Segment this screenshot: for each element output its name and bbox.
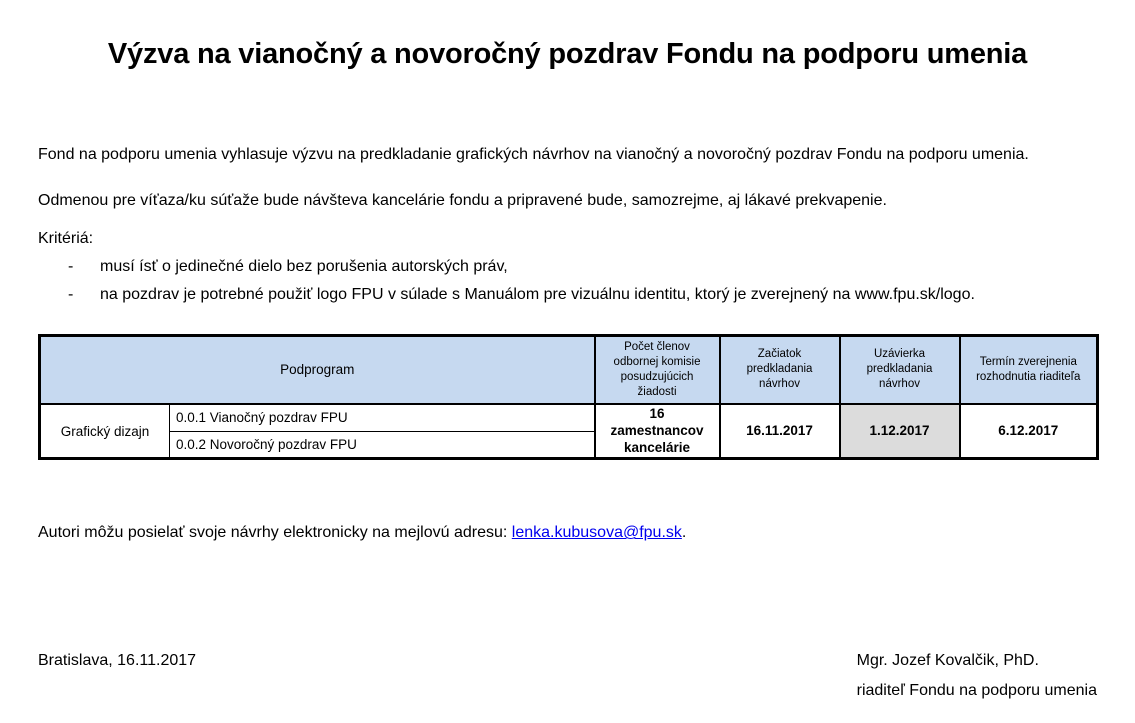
header-committee: Počet členov odbornej komisie posudzujúcich žiadosti <box>595 336 720 404</box>
reward-paragraph: Odmenou pre víťaza/ku súťaže bude návšteva kancelárie fondu a pripravené bude, samozrejme, aj lákavé prekvapenie. <box>38 192 887 209</box>
table-header-row <box>40 336 1098 404</box>
bullet-dash: - <box>68 258 74 275</box>
cell-category: Grafický dizajn <box>40 404 170 459</box>
criteria-item <box>38 256 1097 278</box>
contact-text: Autori môžu posielať svoje návrhy elektronicky na mejlovú adresu: <box>38 524 512 542</box>
cell-announcement-date: 6.12.2017 <box>960 404 1098 459</box>
footer <box>38 646 1097 706</box>
criteria-list <box>38 256 1097 306</box>
criteria-item-text: na pozdrav je potrebné použiť logo FPU v súlade s Manuálom pre vizuálnu identitu, ktorý je zverejnený na www.fpu.sk/logo. <box>100 286 975 303</box>
announcement-table <box>38 334 1099 460</box>
signature-block <box>857 646 1097 706</box>
signer-name: Mgr. Jozef Kovalčik, PhD. <box>856 652 1039 670</box>
email-link[interactable]: lenka.kubusova@fpu.sk <box>511 524 682 542</box>
contact-paragraph <box>38 522 1097 544</box>
bullet-dash: - <box>68 286 74 303</box>
header-start: Začiatok predkladania návrhov <box>720 336 840 404</box>
document-page <box>0 34 1135 706</box>
criteria-heading: Kritériá: <box>38 230 94 247</box>
cell-subprogram-2: 0.0.2 Novoročný pozdrav FPU <box>170 431 595 459</box>
contact-text-end: . <box>681 524 687 542</box>
cell-deadline-date: 1.12.2017 <box>840 404 960 459</box>
intro-paragraph: Fond na podporu umenia vyhlasuje výzvu na predkladanie grafických návrhov na vianočný a novoročný pozdrav Fondu na podporu umenia. <box>38 146 1029 163</box>
criteria-item-text: musí ísť o jedinečné dielo bez porušenia autorských práv, <box>100 258 508 275</box>
signer-role: riaditeľ Fondu na podporu umenia <box>856 682 1097 700</box>
cell-subprogram-1: 0.0.1 Vianočný pozdrav FPU <box>170 404 595 432</box>
header-deadline: Uzávierka predkladania návrhov <box>840 336 960 404</box>
cell-start-date: 16.11.2017 <box>720 404 840 459</box>
header-announcement: Termín zverejnenia rozhodnutia riaditeľa <box>960 336 1098 404</box>
place-date: Bratislava, 16.11.2017 <box>38 652 197 670</box>
page-title: Výzva na vianočný a novoročný pozdrav Fondu na podporu umenia <box>107 38 1028 70</box>
header-podprogram: Podprogram <box>40 336 595 404</box>
criteria-item <box>38 284 1097 306</box>
cell-committee: 16 zamestnancov kancelárie <box>595 404 720 459</box>
table-row <box>40 404 1098 432</box>
